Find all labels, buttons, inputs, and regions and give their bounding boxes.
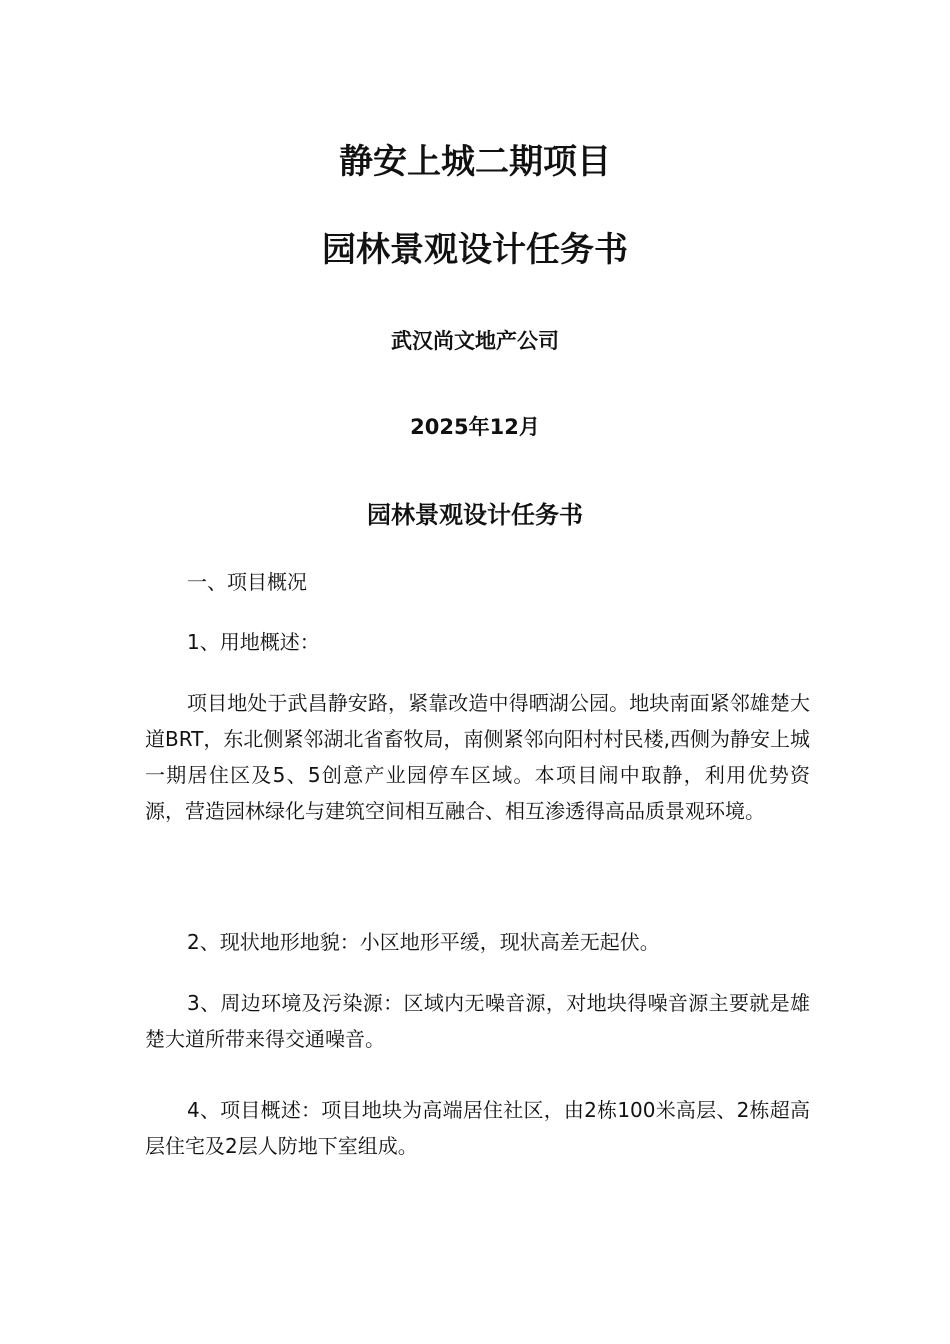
- document-title-line1: 静安上城二期项目: [339, 142, 611, 182]
- paragraph-project-summary: 4、项目概述：项目地块为高端居住社区，由2栋100米高层、2栋超高层住宅及2层人防地下室组成。: [145, 1098, 810, 1158]
- paragraph-terrain: 2、现状地形地貌：小区地形平缓，现状高差无起伏。: [187, 930, 660, 954]
- section-title: 园林景观设计任务书: [367, 501, 583, 529]
- subheading-site-overview: 1、用地概述：: [187, 630, 320, 654]
- document-date: 2025年12月: [410, 415, 540, 439]
- paragraph-site-description: 项目地处于武昌静安路，紧靠改造中得晒湖公园。地块南面紧邻雄楚大道BRT，东北侧紧邻湖北省畜牧局，南侧紧邻向阳村村民楼,西侧为静安上城一期居住区及5、5创意产业园停车区域。本项目闹中取静，利用优势资源，营造园林绿化与建筑空间相互融合、相互渗透得高品质景观环境。: [145, 691, 810, 823]
- paragraph-environment: 3、周边环境及污染源：区域内无噪音源，对地块得噪音源主要就是雄楚大道所带来得交通噪音。: [145, 991, 810, 1051]
- company-name: 武汉尚文地产公司: [391, 329, 559, 353]
- heading-project-overview: 一、项目概况: [187, 570, 307, 594]
- document-title-line2: 园林景观设计任务书: [322, 230, 628, 270]
